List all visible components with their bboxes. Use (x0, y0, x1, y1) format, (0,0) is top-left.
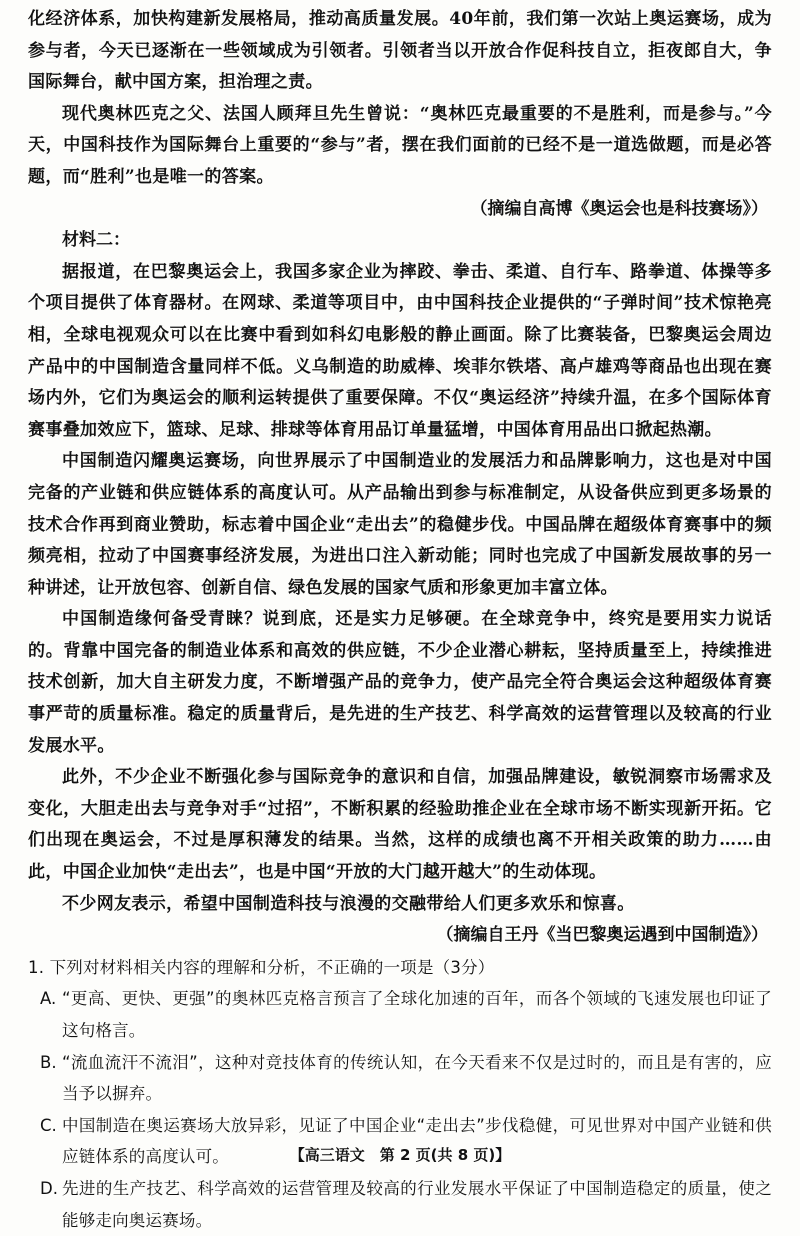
option-letter: D. (40, 1178, 58, 1198)
material1-paragraph: 化经济体系，加快构建新发展格局，推动高质量发展。40年前，我们第一次站上奥运赛场，成为参与者，今天已逐渐在一些领域成为引领者。引领者当以开放合作促科技自立，拒夜郎自大，争国际舞台，献中国方案，担治理之责。 (28, 9, 772, 93)
material1-source: （摘编自高博《奥运会也是科技赛场》） (470, 198, 768, 219)
option-letter: B. (40, 1052, 57, 1072)
option-text: 先进的生产技艺、科学高效的运营管理及较高的行业发展水平保证了中国制造稳定的质量，使之能够走向奥运赛场。 (62, 1178, 772, 1230)
option-text: “流血流汗不流泪”，这种对竞技体育的传统认知，在今天看来不仅是过时的，而且是有害的，应当予以摒弃。 (62, 1052, 772, 1104)
page-footer: 【高三语文 第 2 页(共 8 页)】 (289, 1146, 511, 1164)
material1-paragraph-coubertin: 现代奥林匹克之父、法国人顾拜旦先生曾说：“奥林匹克最重要的不是胜利，而是参与。”今天，中国科技作为国际舞台上重要的“参与”者，摆在我们面前的已经不是一道选做题，而是必答题，而“胜利”也是唯一的答案。 (28, 103, 772, 187)
option-letter: C. (40, 1115, 57, 1135)
material2-paragraph-4: 此外，不少企业不断强化参与国际竞争的意识和自信，加强品牌建设，敏锐洞察市场需求及变化，大胆走出去与竞争对手“过招”，不断积累的经验助推企业在全球市场不断实现新开拓。它们出现在奥运会，不过是厚积薄发的结果。当然，这样的成绩也离不开相关政策的助力……由此，中国企业加快“走出去”，也是中国“开放的大门越开越大”的生动体现。 (28, 767, 772, 883)
option-letter: A. (40, 989, 57, 1009)
question-1-options (28, 983, 772, 1236)
material2-paragraph-5: 不少网友表示，希望中国制造科技与浪漫的交融带给人们更多欢乐和惊喜。 (62, 893, 635, 914)
option-text: 中国制造在奥运赛场大放异彩，见证了中国企业“走出去”步伐稳健，可见世界对中国产业链和供应链体系的高度认可。 (62, 1115, 772, 1167)
material2-paragraph-3: 中国制造缘何备受青睐？说到底，还是实力足够硬。在全球竞争中，终究是要用实力说话的。背靠中国完备的制造业体系和高效的供应链，不少企业潜心耕耘，坚持质量至上，持续推进技术创新，加大自主研发力度，不断增强产品的竞争力，使产品完全符合奥运会这种超级体育赛事严苛的质量标准。稳定的质量背后，是先进的生产技艺、科学高效的运营管理以及较高的行业发展水平。 (28, 609, 772, 756)
option-b[interactable] (28, 1047, 772, 1110)
material2-paragraph-2: 中国制造闪耀奥运赛场，向世界展示了中国制造业的发展活力和品牌影响力，这也是对中国完备的产业链和供应链体系的高度认可。从产品输出到参与标准制定，从设备供应到更多场景的技术合作再到商业赞助，标志着中国企业“走出去”的稳健步伐。中国品牌在超级体育赛事中的频频亮相，拉动了中国赛事经济发展，为进出口注入新动能；同时也完成了中国新发展故事的另一种讲述，让开放包容、创新自信、绿色发展的国家气质和形象更加丰富立体。 (28, 451, 772, 598)
material2-paragraph-1: 据报道，在巴黎奥运会上，我国多家企业为摔跤、拳击、柔道、自行车、路拳道、体操等多个项目提供了体育器材。在网球、柔道等项目中，由中国科技企业提供的“子弹时间”技术惊艳亮相，全球电视观众可以在比赛中看到如科幻电影般的静止画面。除了比赛装备，巴黎奥运会周边产品中的中国制造含量同样不低。义乌制造的助威棒、埃菲尔铁塔、高卢雄鸡等商品也出现在赛场内外，它们为奥运会的顺利运转提供了重要保障。不仅“奥运经济”持续升温，在多个国际体育赛事叠加效应下，篮球、足球、排球等体育用品订单量猛增，中国体育用品出口掀起热潮。 (28, 261, 772, 440)
material2-heading: 材料二： (62, 230, 130, 251)
question-1-stem: 1. 下列对材料相关内容的理解和分析，不正确的一项是（3分） (28, 957, 495, 977)
option-a[interactable] (28, 983, 772, 1046)
material2-source: （摘编自王丹《当巴黎奥运遇到中国制造》） (436, 925, 768, 946)
option-text: “更高、更快、更强”的奥林匹克格言预言了全球化加速的百年，而各个领域的飞速发展也印证了这句格言。 (62, 989, 772, 1040)
option-d[interactable] (28, 1173, 772, 1236)
